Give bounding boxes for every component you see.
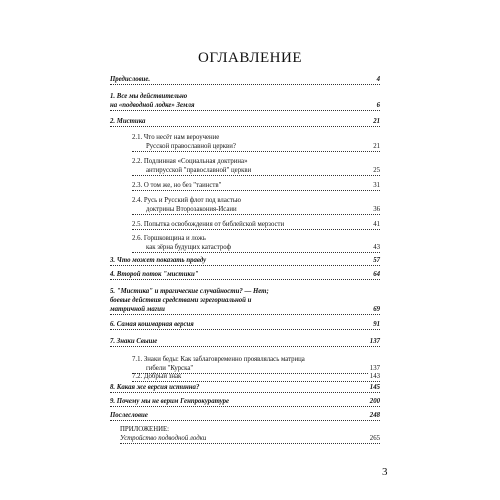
appendix-label: ПРИЛОЖЕНИЕ: xyxy=(120,426,170,433)
toc-entry-title: 2.1. Что несёт нам вероучение xyxy=(132,134,220,141)
toc-entry-title: 2.2. Подлинная «Социальная доктрина» xyxy=(132,158,248,165)
toc-entry-title: антирусской "православной" церкви xyxy=(146,167,252,174)
toc-entry-page: 57 xyxy=(373,257,380,264)
toc-entry-2-3 xyxy=(132,181,380,191)
toc-entry-appendix xyxy=(120,434,380,444)
toc-entry-2-1 xyxy=(132,133,380,152)
toc-entry-title: 2.5. Попытка освобождения от библейской мерзости xyxy=(132,221,285,228)
toc-entry-page: 143 xyxy=(369,373,380,380)
toc-entry-9 xyxy=(110,397,380,407)
toc-entry-3 xyxy=(110,256,380,266)
toc-entry-page: 31 xyxy=(373,182,380,189)
toc-entry-page: 248 xyxy=(369,412,380,419)
toc-entry-page: 91 xyxy=(373,321,380,328)
toc-entry-2-4 xyxy=(132,196,380,215)
toc-entry-title: боевые действия средствами эгрегориальной и xyxy=(110,297,252,304)
toc-entry-title: Послесловие xyxy=(110,412,148,419)
toc-entry-4 xyxy=(110,270,380,280)
toc-entry-title: 4. Второй поток "мистики" xyxy=(110,271,199,278)
toc-entry-page: 41 xyxy=(373,221,380,228)
toc-entry-title: матричной магии xyxy=(110,306,165,313)
toc-entry-title: 7. Знаки Свыше xyxy=(110,338,158,345)
toc-entry-7 xyxy=(110,337,380,347)
toc-entry-title: Предисловие. xyxy=(110,76,151,83)
toc-entry-page: 137 xyxy=(369,338,380,345)
toc-entry-8 xyxy=(110,383,380,393)
toc-entry-page: 21 xyxy=(373,118,380,125)
toc-entry-2-2 xyxy=(132,157,380,176)
toc-entry-title: 2. Мистика xyxy=(110,118,146,125)
toc-entry-page: 4 xyxy=(376,76,380,83)
toc-entry-title: 3. Что может показать правду xyxy=(110,257,207,264)
page-number: 3 xyxy=(382,466,388,478)
toc-entry-page: 137 xyxy=(369,365,380,372)
toc-entry-title: 7.2. Добрый знак xyxy=(132,373,182,380)
toc-entry-page: 64 xyxy=(373,271,380,278)
toc-entry-title: 2.3. О том же, но без "таинств" xyxy=(132,182,222,189)
toc-entry-page: 265 xyxy=(369,435,380,442)
toc-entry-afterword xyxy=(110,411,380,421)
toc-entry-title: на «подводной лодке» Земля xyxy=(110,102,195,109)
toc-entry-2-5 xyxy=(132,220,380,230)
toc-entry-preface xyxy=(110,75,380,85)
toc-entry-1 xyxy=(110,92,380,111)
toc-entry-title: 8. Какая же версия истинна? xyxy=(110,384,200,391)
toc-entry-page: 43 xyxy=(373,244,380,251)
toc-entry-title: 6. Самая кошмарная версия xyxy=(110,321,194,328)
toc-entry-5 xyxy=(110,287,380,315)
toc-entry-title: 9. Почему мы не верим Генпрокуратуре xyxy=(110,398,230,405)
toc-entry-page: 6 xyxy=(376,102,380,109)
toc-entry-page: 25 xyxy=(373,167,380,174)
toc-entry-page: 69 xyxy=(373,306,380,313)
toc-entry-title: 2.4. Русь и Русский флот под властью xyxy=(132,197,242,204)
toc-entry-title: 7.1. Знаки беды: Как заблаговременно проявлялась матрица xyxy=(132,356,305,363)
toc-entry-6 xyxy=(110,320,380,330)
toc-entry-title: доктрины Второзакония-Исаии xyxy=(146,206,237,213)
toc-entry-title: Устройство подводной лодки xyxy=(120,435,207,442)
toc-entry-page: 145 xyxy=(369,384,380,391)
toc-entry-page: 36 xyxy=(373,206,380,213)
toc-entry-title: 1. Все мы действительно xyxy=(110,93,188,100)
toc-entry-2 xyxy=(110,117,380,127)
toc-entry-title: как зёрна будущих катастроф xyxy=(146,244,232,251)
toc-entry-title: 5. "Мистика" и трагические случайности? — Нет; xyxy=(110,288,269,295)
toc-entry-title: Русской православной церкви? xyxy=(146,143,236,150)
toc-entry-2-6 xyxy=(132,234,380,253)
toc-entry-title: 2.6. Горшковщина и ложь xyxy=(132,235,206,242)
toc-entry-page: 200 xyxy=(369,398,380,405)
page-title: ОГЛАВЛЕНИЕ xyxy=(198,50,302,66)
toc-entry-page: 21 xyxy=(373,143,380,150)
toc-entry-7-2 xyxy=(132,372,380,382)
toc-entry-title: гибели "Курска" xyxy=(146,365,194,372)
